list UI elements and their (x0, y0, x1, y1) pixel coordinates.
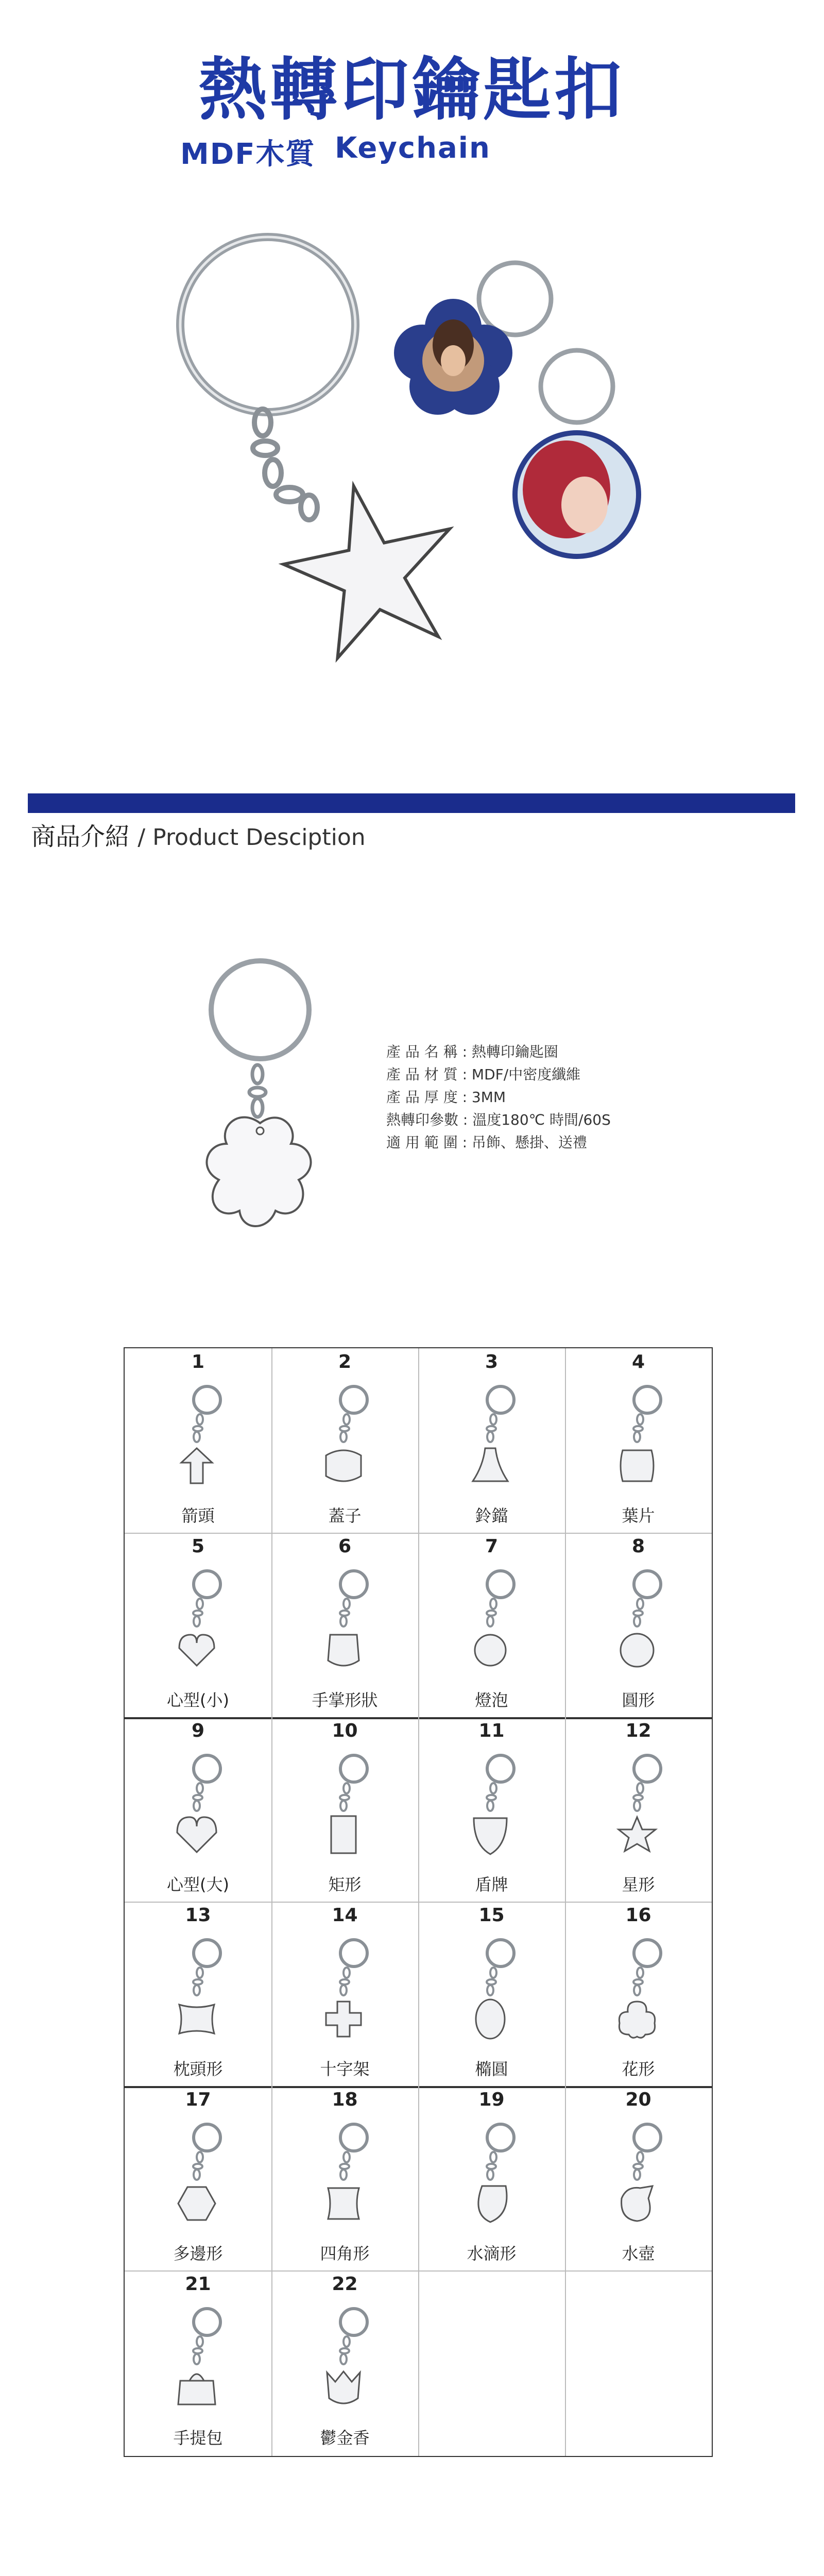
shape-name: 蓋子 (328, 1506, 362, 1526)
page-title: 熱轉印鑰匙扣 (199, 50, 625, 130)
shape-keychain-icon (125, 2115, 271, 2239)
table-col-divider (271, 1348, 272, 2456)
shape-keychain-icon (271, 2115, 418, 2239)
shape-name: 星形 (622, 1875, 655, 1894)
shape-cell (565, 1902, 712, 2086)
shape-number: 10 (332, 1720, 358, 1741)
shape-name: 十字架 (320, 2059, 370, 2079)
shape-keychain-icon (565, 1377, 712, 1501)
shape-keychain-icon (125, 2299, 271, 2423)
shape-keychain-icon (125, 1746, 271, 1870)
shape-keychain-icon (271, 2299, 418, 2423)
shape-number: 14 (332, 1905, 358, 1926)
shape-keychain-icon (271, 1930, 418, 2054)
shape-number: 12 (625, 1720, 651, 1741)
shape-cell (125, 2086, 271, 2270)
shape-cell (125, 2270, 271, 2455)
shape-number: 21 (185, 2274, 211, 2295)
shape-cell (125, 1348, 271, 1533)
shape-number: 11 (478, 1720, 505, 1741)
shape-name: 圓形 (622, 1690, 655, 1710)
hero-subtitle-material: MDF木質 (180, 138, 316, 171)
shape-cell (271, 1348, 418, 1533)
shape-keychain-icon (565, 1930, 712, 2054)
shape-cell (565, 1717, 712, 1902)
table-col-divider (565, 1348, 566, 2456)
shape-name: 手提包 (173, 2428, 223, 2448)
shape-keychain-icon (565, 1746, 712, 1870)
shape-cell (271, 1717, 418, 1902)
shape-number: 15 (478, 1905, 505, 1926)
shape-name: 鬱金香 (320, 2428, 370, 2448)
shape-keychain-icon (125, 1562, 271, 1685)
spec-usage: 適 用 範 圍 : 吊飾、懸掛、送禮 (386, 1134, 587, 1151)
shape-name: 手掌形狀 (312, 1690, 378, 1710)
spec-list (386, 1041, 611, 1154)
shape-name: 葉片 (622, 1506, 655, 1526)
shape-keychain-icon (271, 1746, 418, 1870)
shape-cell (565, 2086, 712, 2270)
shape-cell (125, 1902, 271, 2086)
shape-table (124, 1347, 713, 2457)
shape-number: 3 (485, 1351, 499, 1372)
shape-number: 16 (625, 1905, 651, 1926)
shape-keychain-icon (125, 1377, 271, 1501)
shape-keychain-icon (418, 1377, 565, 1501)
shape-cell (271, 1902, 418, 2086)
shape-keychain-icon (418, 1746, 565, 1870)
shape-number: 18 (332, 2089, 358, 2110)
section-title-description (31, 817, 366, 852)
hero-product-image (154, 216, 670, 711)
spec-thickness: 產 品 厚 度 : 3MM (386, 1089, 506, 1106)
shape-cell (271, 1533, 418, 1717)
shape-keychain-icon (565, 2115, 712, 2239)
shape-cell (565, 1533, 712, 1717)
shape-cell (565, 1348, 712, 1533)
flower-keychain-image (196, 953, 360, 1262)
shape-number: 8 (631, 1536, 645, 1557)
shape-number: 19 (478, 2089, 505, 2110)
spec-material: 產 品 材 質 : MDF/中密度纖維 (386, 1066, 581, 1083)
shape-number: 9 (191, 1720, 205, 1741)
shape-number: 22 (332, 2274, 358, 2295)
shape-number: 6 (338, 1536, 352, 1557)
shape-number: 1 (191, 1351, 205, 1372)
shape-name: 心型(小) (167, 1690, 229, 1710)
hero-subtitle-product: Keychain (335, 131, 491, 165)
shape-name: 盾牌 (475, 1875, 508, 1894)
shape-name: 多邊形 (173, 2244, 223, 2263)
shape-keychain-icon (271, 1562, 418, 1685)
shape-number: 7 (485, 1536, 499, 1557)
shape-name: 鈴鐺 (475, 1506, 508, 1526)
shape-number: 4 (631, 1351, 645, 1372)
table-col-divider (418, 1348, 419, 2456)
shape-keychain-icon (418, 2115, 565, 2239)
shape-cell (418, 1717, 565, 1902)
shape-name: 四角形 (320, 2244, 370, 2263)
shape-name: 矩形 (328, 1875, 362, 1894)
section-title-en: / Product Desciption (138, 824, 366, 851)
shape-name: 心型(大) (167, 1875, 229, 1894)
shape-name: 花形 (622, 2059, 655, 2079)
section-title-zh: 商品介紹 (31, 822, 130, 851)
shape-name: 水滴形 (467, 2244, 517, 2263)
section-divider-bar (28, 793, 795, 813)
shape-cell (418, 2086, 565, 2270)
shape-number: 20 (625, 2089, 651, 2110)
shape-keychain-icon (565, 1562, 712, 1685)
shape-keychain-icon (418, 1930, 565, 2054)
shape-number: 5 (191, 1536, 205, 1557)
shape-name: 水壺 (622, 2244, 655, 2263)
shape-cell (125, 1533, 271, 1717)
shape-keychain-icon (125, 1930, 271, 2054)
shape-name: 箭頭 (181, 1506, 215, 1526)
shape-cell (271, 2270, 418, 2455)
shape-cell (125, 1717, 271, 1902)
shape-keychain-icon (418, 1562, 565, 1685)
spec-name: 產 品 名 稱 : 熱轉印鑰匙圈 (386, 1043, 558, 1060)
shape-number: 13 (185, 1905, 211, 1926)
shape-cell (418, 1902, 565, 2086)
shape-name: 橢圓 (475, 2059, 508, 2079)
shape-name: 枕頭形 (173, 2059, 223, 2079)
shape-number: 2 (338, 1351, 352, 1372)
shape-keychain-icon (271, 1377, 418, 1501)
shape-number: 17 (185, 2089, 211, 2110)
shape-cell (418, 1348, 565, 1533)
shape-name: 燈泡 (475, 1690, 508, 1710)
shape-cell (271, 2086, 418, 2270)
spec-transfer-params: 熱轉印參數 : 溫度180℃ 時間/60S (386, 1111, 611, 1128)
shape-cell (418, 1533, 565, 1717)
